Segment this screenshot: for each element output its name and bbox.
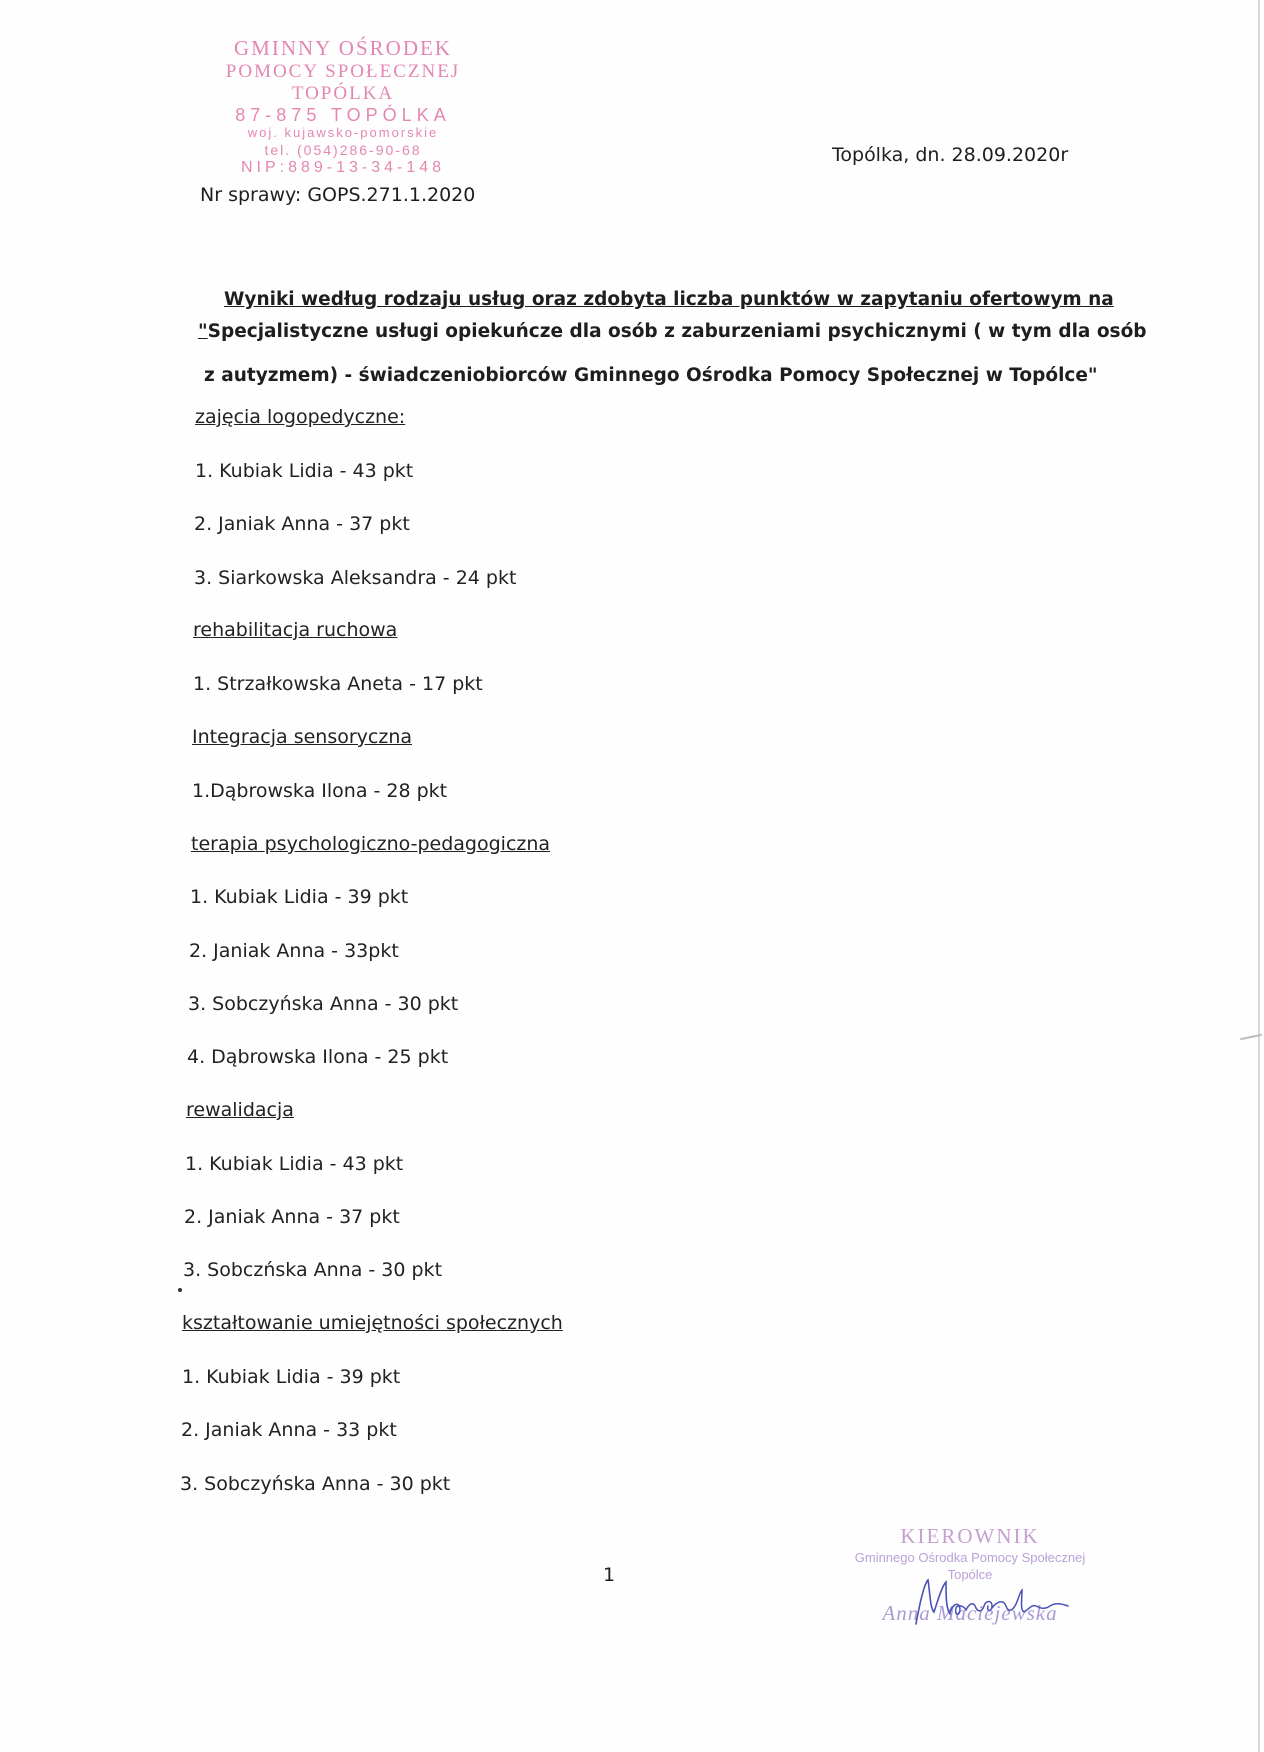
title-quote-mark: " — [198, 321, 208, 342]
list-item: 1.Dąbrowska Ilona - 28 pkt — [192, 780, 448, 802]
list-item: 1. Kubiak Lidia - 39 pkt — [190, 886, 409, 908]
stamp-line: woj. kujawsko-pomorskie — [247, 125, 439, 140]
list-item: 4. Dąbrowska Ilona - 25 pkt — [187, 1046, 449, 1068]
stamp-town: Topólce — [947, 1567, 993, 1582]
stray-dot — [178, 1288, 182, 1292]
list-item: 1. Kubiak Lidia - 43 pkt — [195, 460, 414, 482]
section-heading: kształtowanie umiejętności społecznych — [182, 1312, 563, 1334]
section-heading: Integracja sensoryczna — [192, 726, 413, 748]
stamp-name: Anna Maciejewska — [882, 1601, 1058, 1625]
place-date: Topólka, dn. 28.09.2020r — [832, 144, 1069, 166]
list-item: 3. Siarkowska Aleksandra - 24 pkt — [194, 567, 517, 589]
institution-stamp — [178, 38, 508, 178]
stamp-organization: Gminnego Ośrodka Pomocy Społecznej — [854, 1550, 1086, 1565]
stamp-line: GMINNY OŚRODEK — [234, 36, 452, 60]
case-number: Nr sprawy: GOPS.271.1.2020 — [200, 184, 476, 206]
stamp-line: POMOCY SPOŁECZNEJ — [225, 61, 461, 82]
stamp-line: tel. (054)286-90-68 — [264, 142, 422, 158]
stamp-line: 87-875 TOPÓLKA — [235, 105, 451, 125]
list-item: 1. Strzałkowska Aneta - 17 pkt — [193, 673, 483, 695]
stamp-title: KIEROWNIK — [900, 1524, 1040, 1548]
list-item: 3. Sobczńska Anna - 30 pkt — [183, 1259, 443, 1281]
page-number: 1 — [603, 1564, 616, 1586]
list-item: 3. Sobczyńska Anna - 30 pkt — [188, 993, 459, 1015]
title-line-3: z autyzmem) - świadczeniobiorców Gminnego Ośrodka Pomocy Społecznej w Topólce" — [204, 365, 1098, 386]
stamp-line: NIP:889-13-34-148 — [240, 159, 446, 176]
list-item: 2. Janiak Anna - 33pkt — [189, 940, 399, 962]
list-item: 2. Janiak Anna - 33 pkt — [181, 1419, 397, 1441]
section-heading: rehabilitacja ruchowa — [193, 619, 398, 641]
title-line-2 — [198, 321, 1147, 342]
scan-edge-line — [1258, 0, 1260, 1752]
title-line-2-text: Specjalistyczne usługi opiekuńcze dla osób z zaburzeniami psychicznymi ( w tym dla osób — [207, 321, 1147, 342]
list-item: 1. Kubiak Lidia - 39 pkt — [182, 1366, 401, 1388]
section-heading: rewalidacja — [186, 1099, 294, 1121]
section-heading: terapia psychologiczno-pedagogiczna — [191, 833, 551, 855]
stamp-line: TOPÓLKA — [291, 83, 395, 104]
list-item: 1. Kubiak Lidia - 43 pkt — [185, 1153, 404, 1175]
section-heading: zajęcia logopedyczne: — [195, 406, 406, 428]
list-item: 2. Janiak Anna - 37 pkt — [184, 1206, 400, 1228]
title-line-1: Wyniki według rodzaju usług oraz zdobyta liczba punktów w zapytaniu ofertowym na — [224, 289, 1114, 310]
handwritten-signature — [908, 1572, 1078, 1632]
list-item: 2. Janiak Anna - 37 pkt — [194, 513, 410, 535]
list-item: 3. Sobczyńska Anna - 30 pkt — [180, 1473, 451, 1495]
